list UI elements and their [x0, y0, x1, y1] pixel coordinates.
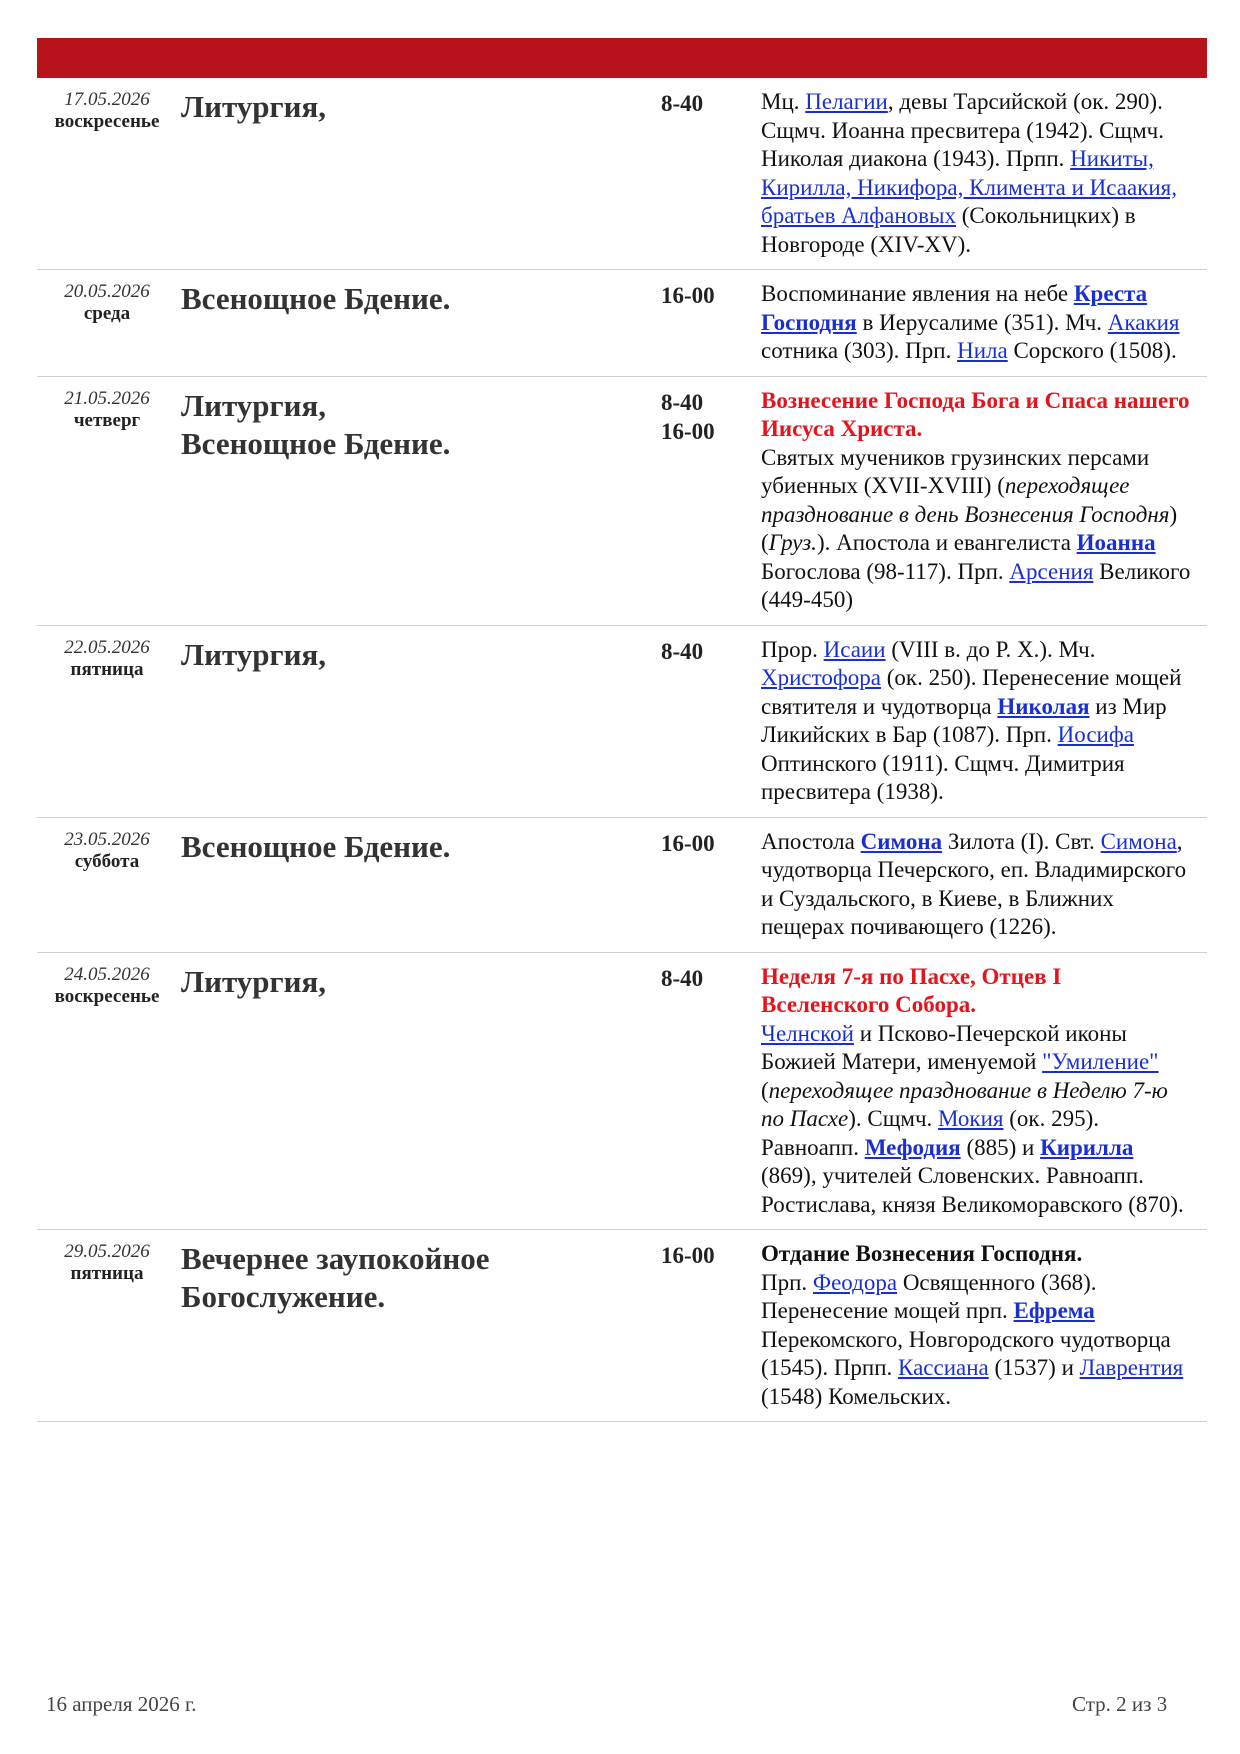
service-time: 16-00 [661, 1243, 715, 1268]
saint-link[interactable]: Акакия [1107, 309, 1180, 335]
saint-link[interactable]: Иосифа [1057, 722, 1134, 747]
service-name: Литургия, [181, 636, 326, 672]
commemoration-text: , чудотворца Печерского, еп. Владимирского и Суздальского, в Киеве, в Ближних пещерах почивающего (1226). [761, 828, 1187, 939]
feast-title: Неделя 7-я по Пасхе, Отцев I Вселенского Собора. [761, 963, 1062, 1017]
service-time: 8-40 [661, 91, 704, 116]
service-name: Всенощное Бдение. [181, 281, 451, 316]
commemoration-cell [761, 280, 1191, 366]
service-name: Литургия, [181, 963, 326, 999]
commemoration-text: в Иерусалиме (351). Мч. [856, 309, 1108, 335]
saint-link[interactable]: Мефодия [864, 1134, 961, 1160]
date-cell [37, 636, 177, 807]
commemoration-text: Сорского (1508). [1007, 338, 1177, 363]
commemoration-text: Перекомского, Новгородского чудотворца (1545). Прпп. [761, 1326, 1171, 1380]
service-date: 20.05.2026 [64, 281, 150, 302]
schedule-row [37, 818, 1207, 953]
service-name: Вечернее заупокойное Богослужение. [181, 1241, 490, 1314]
commemoration-text: Богослова (98-117). Прп. [761, 558, 1010, 584]
weekday: воскресенье [54, 985, 160, 1007]
commemoration-text: ( [761, 1077, 769, 1103]
weekday: суббота [74, 850, 140, 872]
weekday: четверг [73, 409, 141, 431]
saint-link[interactable]: Челнской [761, 1020, 854, 1046]
service-date: 24.05.2026 [64, 963, 150, 985]
schedule-row [37, 626, 1207, 818]
commemoration-cell [761, 636, 1191, 807]
service-time: 16-00 [661, 830, 715, 856]
commemoration-text: и Псково-Печерской иконы Божией Матери, именуемой [761, 1020, 1127, 1074]
note-text: Груз. [768, 530, 817, 555]
saint-link[interactable]: Мокия [938, 1106, 1004, 1131]
time-cell [661, 1240, 761, 1411]
service-name: Всенощное Бдение. [181, 828, 451, 864]
time-cell [661, 963, 761, 1220]
commemoration-text: ) ( [761, 501, 1178, 555]
service-cell [177, 280, 661, 366]
service-date: 29.05.2026 [64, 1241, 150, 1262]
note-text: переходящее празднование в Неделю 7-ю по Пасхе [761, 1077, 1168, 1131]
service-date: 23.05.2026 [64, 828, 150, 850]
commemoration-text: (1537) и [988, 1355, 1080, 1380]
service-cell [177, 828, 661, 942]
commemoration-text: (885) и [960, 1134, 1041, 1160]
time-cell [661, 280, 761, 366]
footer-page-number: Стр. 2 из 3 [1072, 1692, 1168, 1716]
service-time: 8-40 [661, 965, 704, 991]
saint-link[interactable]: Пелагии [805, 89, 888, 114]
time-cell [661, 828, 761, 942]
schedule-row [37, 270, 1207, 377]
saint-link[interactable]: Арсения [1009, 558, 1094, 584]
footer-date: 16 апреля 2026 г. [46, 1692, 197, 1716]
commemoration-text: Великого (449-450) [761, 558, 1191, 612]
saint-link[interactable]: Симона [1100, 828, 1177, 854]
saint-link[interactable]: Лаврентия [1079, 1355, 1184, 1380]
date-cell [37, 280, 177, 366]
date-cell [37, 963, 177, 1220]
saint-link[interactable]: Кирилла [1040, 1134, 1134, 1160]
commemoration-text: (ок. 250). Перенесение мощей святителя и чудотворца [761, 665, 1182, 719]
note-text: переходящее празднование в день Вознесения Господня [761, 473, 1170, 527]
service-time: 16-00 [661, 418, 715, 444]
commemoration-text: Святых мучеников грузинских персами убиенных (XVII-XVIII) ( [761, 444, 1150, 498]
saint-link[interactable]: Нила [957, 338, 1008, 363]
feast-title: Отдание Вознесения Господня. [761, 1241, 1083, 1266]
service-time: 8-40 [661, 389, 704, 415]
commemoration-text: Воспоминание явления на небе [761, 281, 1074, 306]
commemoration-text: (ок. 295). Равноапп. [761, 1106, 1099, 1160]
service-name: Всенощное Бдение. [181, 425, 451, 461]
date-cell [37, 828, 177, 942]
time-cell [661, 387, 761, 615]
commemoration-text: Прп. [761, 1269, 813, 1295]
saint-link[interactable]: Симона [860, 828, 943, 854]
schedule-table [37, 78, 1207, 1422]
commemoration-text: (VIII в. до Р. Х.). Мч. [885, 636, 1096, 662]
weekday: пятница [70, 1263, 144, 1284]
saint-link[interactable]: Феодора [812, 1269, 898, 1295]
weekday: среда [83, 303, 131, 324]
saint-link[interactable]: Кассиана [898, 1355, 989, 1380]
commemoration-text: Зилота (I). Свт. [942, 828, 1101, 854]
commemoration-text: Мц. [761, 89, 806, 114]
commemoration-cell [761, 88, 1191, 259]
commemoration-text: Прор. [761, 636, 824, 662]
commemoration-text: , девы Тарсийской (ок. 290). Сщмч. Иоанна пресвитера (1942). Сщмч. Николая диакона (1943). Прпп. [761, 89, 1164, 171]
commemoration-text: (Сокольницких) в Новгороде (XIV-XV). [761, 203, 1136, 257]
commemoration-text: Апостола [761, 828, 861, 854]
date-cell [37, 1240, 177, 1411]
commemoration-text: сотника (303). Прп. [761, 338, 958, 363]
saint-link[interactable]: Христофора [761, 665, 881, 690]
saint-link[interactable]: Николая [997, 693, 1090, 719]
service-date: 17.05.2026 [64, 89, 150, 110]
feast-title: Вознесение Господа Бога и Спаса нашего Иисуса Христа. [761, 387, 1190, 441]
weekday: пятница [70, 658, 144, 680]
commemoration-text: ). Сщмч. [848, 1106, 939, 1131]
service-name: Литургия, [181, 387, 326, 423]
date-cell [37, 88, 177, 259]
time-cell [661, 88, 761, 259]
service-cell [177, 387, 661, 615]
saint-link[interactable]: Иоанна [1076, 530, 1156, 555]
commemoration-text: из Мир Ликийских в Бар (1087). Прп. [761, 693, 1167, 747]
service-name: Литургия, [181, 89, 326, 124]
commemoration-cell [761, 387, 1191, 615]
weekday: воскресенье [54, 111, 160, 132]
service-time: 16-00 [661, 283, 715, 308]
saint-link[interactable]: Креста Господня [761, 281, 1148, 335]
saint-link[interactable]: Никиты, Кирилла, Никифора, Климента и Исаакия, братьев Алфановых [761, 146, 1178, 228]
commemoration-text: ). Апостола и евангелиста [816, 530, 1077, 555]
service-cell [177, 1240, 661, 1411]
service-time: 8-40 [661, 638, 704, 664]
service-date: 22.05.2026 [64, 636, 150, 658]
commemoration-cell [761, 828, 1191, 942]
commemoration-text: (869), учителей Словенских. Равноапп. Ростислава, князя Великоморавского (870). [761, 1163, 1184, 1217]
schedule-row [37, 953, 1207, 1231]
commemoration-cell [761, 963, 1191, 1220]
saint-link[interactable]: "Умиление" [1042, 1049, 1159, 1074]
service-date: 21.05.2026 [64, 387, 150, 409]
time-cell [661, 636, 761, 807]
schedule-row [37, 78, 1207, 270]
commemoration-cell [761, 1240, 1191, 1411]
service-cell [177, 88, 661, 259]
service-cell [177, 636, 661, 807]
header-bar [37, 38, 1207, 78]
commemoration-text: (1548) Комельских. [761, 1383, 951, 1409]
saint-link[interactable]: Исаии [823, 636, 886, 662]
schedule-row [37, 377, 1207, 626]
schedule-row [37, 1230, 1207, 1422]
service-cell [177, 963, 661, 1220]
date-cell [37, 387, 177, 615]
saint-link[interactable]: Ефрема [1013, 1298, 1095, 1323]
commemoration-text: Освященного (368). Перенесение мощей прп. [761, 1269, 1097, 1323]
commemoration-text: Оптинского (1911). Сщмч. Димитрия пресвитера (1938). [761, 750, 1125, 804]
